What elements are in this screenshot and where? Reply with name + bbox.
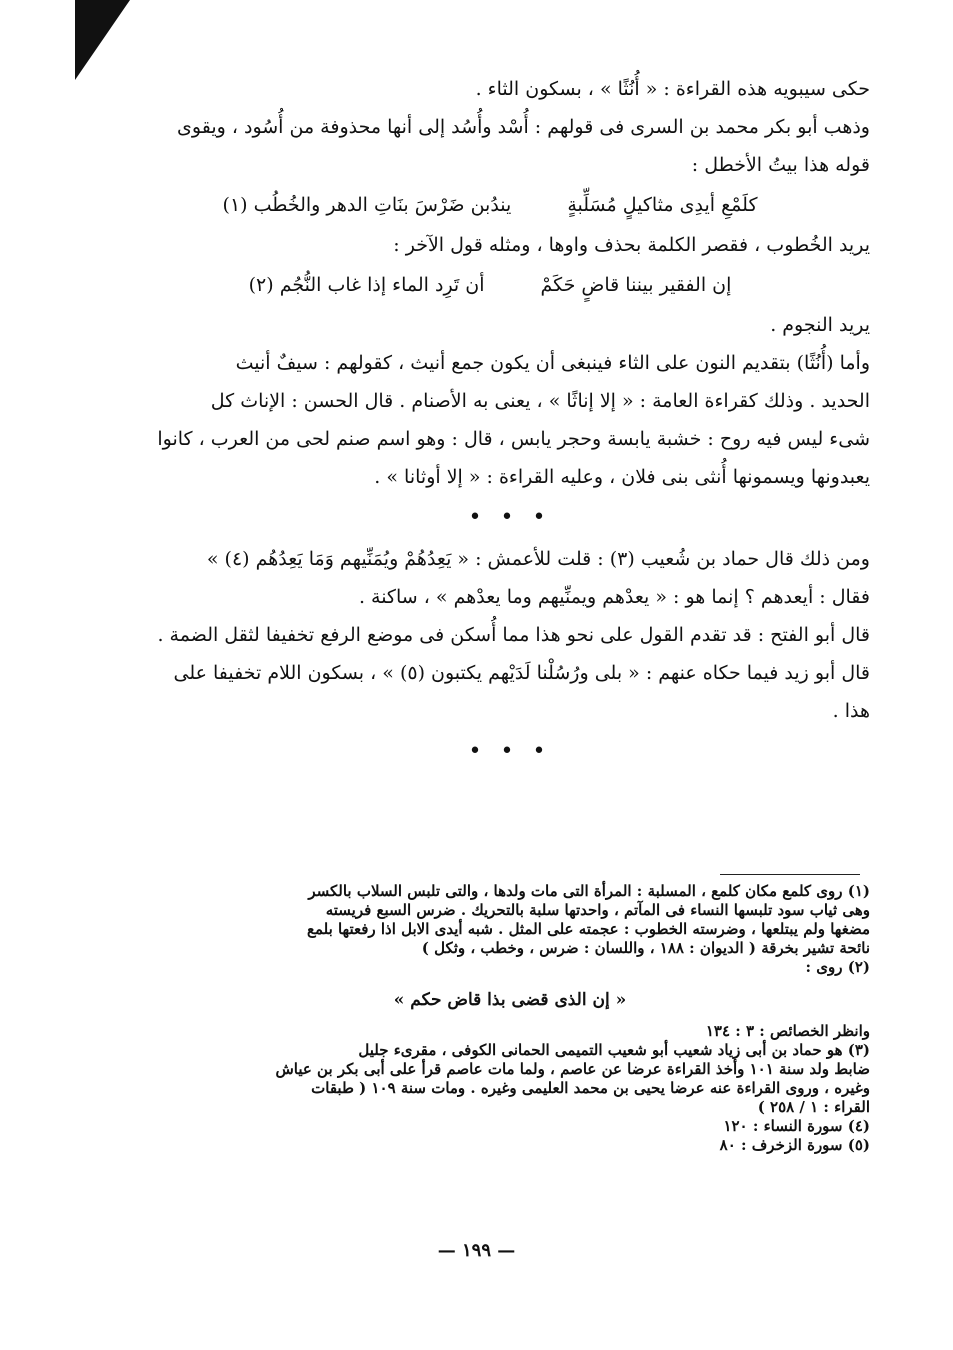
footnote-line: وهى ثياب سود تلبسها النساء فى المآتم ، واحدتها سلبة بالتحريك . ضرس السبع فريسته xyxy=(325,901,870,919)
text-line: قوله هذا بيتُ الأخطل : xyxy=(691,154,870,176)
text-line: هذا . xyxy=(832,700,870,722)
footnote-quote: « إن الذى قضى بذا قاض حكم » xyxy=(393,990,627,1010)
footnote-line: وغيره ، وروى القراءة عنه عرضا يحيى بن محمد العليمى وغيره . ومات سنة ١٠٩ ( طبقات xyxy=(311,1079,870,1097)
text-line: وأما (أُنُثًا) بتقديم النون على الثاء فينبغى أن يكون جمع أنيث ، كقولهم : سيفٌ أنيث xyxy=(235,352,870,374)
verse-hemistich-2: يندُبن ضَرْسَ بنَاتِ الدهر والخُطُب (١) xyxy=(222,194,512,216)
footnote-line: نائحة تشير بخرقة ( الديوان : ١٨٨ ، واللسان : ضرس ، وخطب ، وثكل ) xyxy=(421,939,870,957)
text-line: قال أبو زيد فيما حكاه عنهم : « بلى ورُسُلْنا لَدَيْهم يكتبون (٥) » ، بسكون اللام تخفيفا على xyxy=(173,662,870,684)
text-line: فقال : أيعدهم ؟ إنما هو : « يعدْهم ويمنِّيهم وما يعدْهم » ، ساكنة . xyxy=(358,586,870,608)
text-line: حكى سيبويه هذه القراءة : « أُنُثًا » ، بسكون الثاء . xyxy=(475,78,870,100)
page-number: — ١٩٩ — xyxy=(437,1240,516,1261)
footnote-rule xyxy=(720,874,860,875)
text-line: قال أبو الفتح : قد تقدم القول على نحو هذا مما أُسكن فى موضع الرفع تخفيفا لثقل الضمة . xyxy=(157,624,870,646)
corner-black-triangle xyxy=(0,0,130,80)
section-separator: • • • xyxy=(468,739,552,764)
footnote-line: مضغها ولم يبتلعها ، وضرسته الخطوب : عجمته على المثل . شبه أيدى الابل اذا رفعتها بلمع xyxy=(306,920,870,938)
footnote-line: (٢) روى : xyxy=(805,958,870,976)
text-line: يعبدونها ويسمونها أُنثى بنى فلان ، وعليه القراءة : « إلا أوثانا » . xyxy=(374,466,870,488)
text-line: يريد النجوم . xyxy=(770,314,870,336)
section-separator: • • • xyxy=(468,505,552,530)
text-line: الحديد . وذلك كقراءة العامة : « إلا إناثًا » ، يعنى به الأصنام . قال الحسن : الإناث كل xyxy=(210,390,870,412)
footnote-line: (١) روى كلمع مكان كلمع ، المسلبة : المرأة التى مات ولدها ، والتى تلبس السلاب بالكسر xyxy=(308,882,870,900)
text-line: وذهب أبو بكر محمد بن السرى فى قولهم : أُسْد وأُسُد إلى أنها محذوفة من أُسُود ، ويقوى xyxy=(177,116,870,138)
text-line: يريد الخُطوب ، فقصر الكلمة بحذف واوها ، ومثله قول الآخر : xyxy=(393,234,870,256)
footnote-line: وانظر الخصائص : ٣ : ١٣٤ xyxy=(705,1022,870,1040)
verse-hemistich-2: أن تَرِد الماء إذا غاب النُّجُم (٢) xyxy=(248,274,485,296)
footnote-line: القراء : ١ / ٢٥٨ ) xyxy=(757,1098,870,1116)
text-line: شىء ليس فيه روح : خشبة يابسة وحجر يابس ، قال : وهو اسم صنم لحى من العرب ، كانوا xyxy=(157,428,870,450)
verse-hemistich-1: إن الفقير بيننا قاضٍ حَكَمْ xyxy=(540,274,732,296)
poetry-verse-2 xyxy=(150,264,870,306)
footnote-line: (٤) سورة النساء : ١٢٠ xyxy=(723,1117,870,1135)
footnote-line: (٥) سورة الزخرف : ٨٠ xyxy=(719,1136,870,1154)
footnote-line: ضابط ولد سنة ١٠١ وأخذ القراءة عرضا عن عاصم ، ولما مات عاصم قرأ على أبى بكر بن عياش xyxy=(275,1060,870,1078)
footnote-line: (٣) هو حماد بن أبى زياد شعيب أبو شعيب التميمى الحمانى الكوفى ، مقرىء جليل xyxy=(358,1041,870,1059)
text-line: ومن ذلك قال حماد بن شُعيب (٣) : قلت للأعمش : « يَعِدُهُمْ ويُمَنِّيهم وَمَا يَعِدُهُم (٤) » xyxy=(206,548,870,570)
main-text xyxy=(150,70,870,774)
poetry-verse-1 xyxy=(150,184,870,226)
verse-hemistich-1: كلَمْعِ أيدِى مثاكيلٍ مُسَلِّبةٍ xyxy=(567,194,758,216)
footnotes xyxy=(150,882,870,1155)
